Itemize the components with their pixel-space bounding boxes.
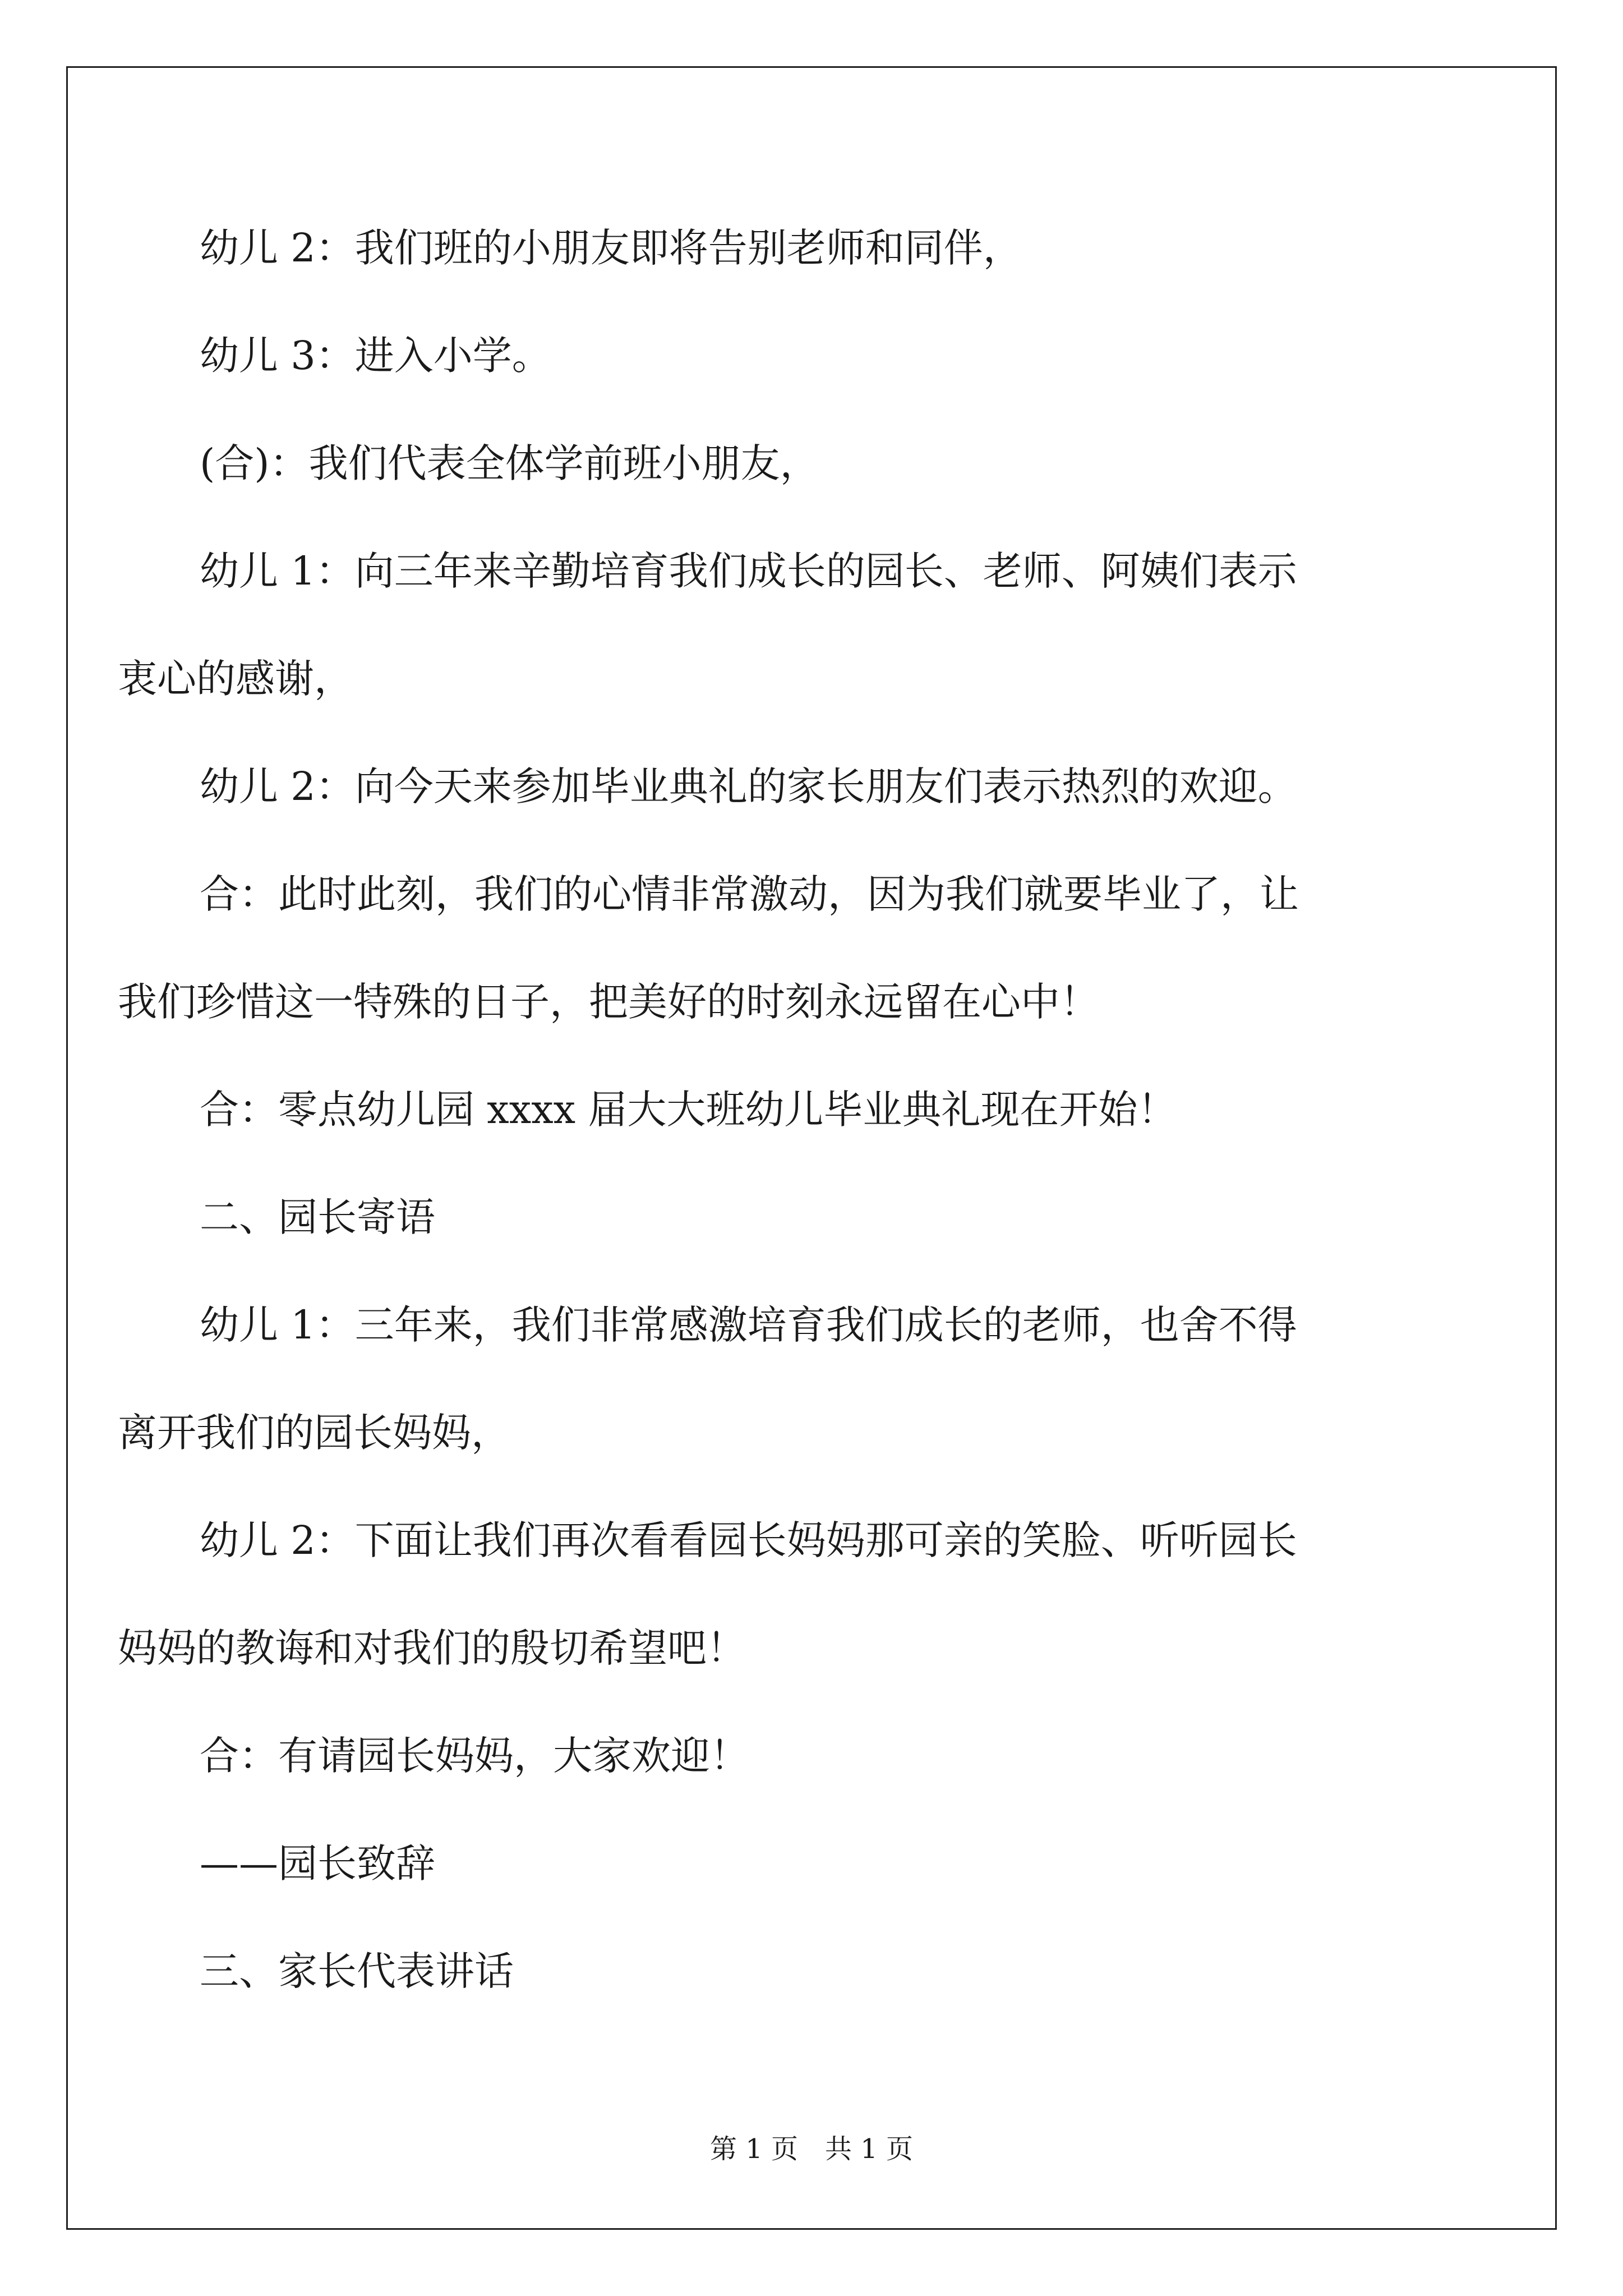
paragraph-11 [200, 1724, 1428, 1787]
paragraph-line: 合：零点幼儿园 xxxx 届大大班幼儿毕业典礼现在开始！ [200, 1087, 1177, 1133]
paragraph-line: 幼儿 3：进入小学。 [200, 333, 551, 379]
paragraph-line: 二、园长寄语 [200, 1194, 435, 1240]
paragraph-line: 我们珍惜这一特殊的日子，把美好的时刻永远留在心中！ [118, 979, 1099, 1025]
paragraph-line: 合：此时此刻，我们的心情非常激动，因为我们就要毕业了，让 [200, 871, 1299, 917]
paragraph-line: 幼儿 2：我们班的小朋友即将告别老师和同伴， [200, 225, 1022, 271]
paragraph-line: 三、家长代表讲话 [200, 1948, 514, 1994]
paragraph-2 [200, 324, 1428, 387]
paragraph-line: 妈妈的教诲和对我们的殷切希望吧！ [118, 1625, 746, 1671]
paragraph-4 [118, 540, 1428, 710]
paragraph-line: ——园长致辞 [200, 1841, 435, 1887]
paragraph-10 [118, 1509, 1428, 1680]
paragraph-line: 幼儿 1：三年来，我们非常感激培育我们成长的老师，也舍不得 [200, 1302, 1297, 1348]
paragraph-12 [200, 1832, 1428, 1895]
paragraph-line: 幼儿 1：向三年来辛勤培育我们成长的园长、老师、阿姨们表示 [200, 548, 1297, 594]
section-heading-3 [200, 1940, 1428, 2003]
page-footer: 第 1 页 共 1 页 [709, 2133, 914, 2165]
paragraph-3 [200, 432, 1428, 495]
paragraph-1 [200, 217, 1428, 279]
section-heading-2 [200, 1186, 1428, 1249]
paragraph-line: 幼儿 2：下面让我们再次看看园长妈妈那可亲的笑脸、听听园长 [200, 1517, 1297, 1563]
paragraph-line: 离开我们的园长妈妈， [118, 1410, 510, 1456]
paragraph-line: 衷心的感谢， [118, 656, 353, 702]
paragraph-line: 幼儿 2：向今天来参加毕业典礼的家长朋友们表示热烈的欢迎。 [200, 763, 1297, 809]
paragraph-line: (合)：我们代表全体学前班小朋友， [200, 440, 819, 486]
document-body [118, 217, 1428, 2047]
paragraph-5 [200, 755, 1428, 818]
paragraph-line: 合：有请园长妈妈，大家欢迎！ [200, 1733, 749, 1779]
paragraph-7 [200, 1078, 1428, 1141]
paragraph-9 [118, 1294, 1428, 1464]
paragraph-6 [118, 863, 1428, 1033]
